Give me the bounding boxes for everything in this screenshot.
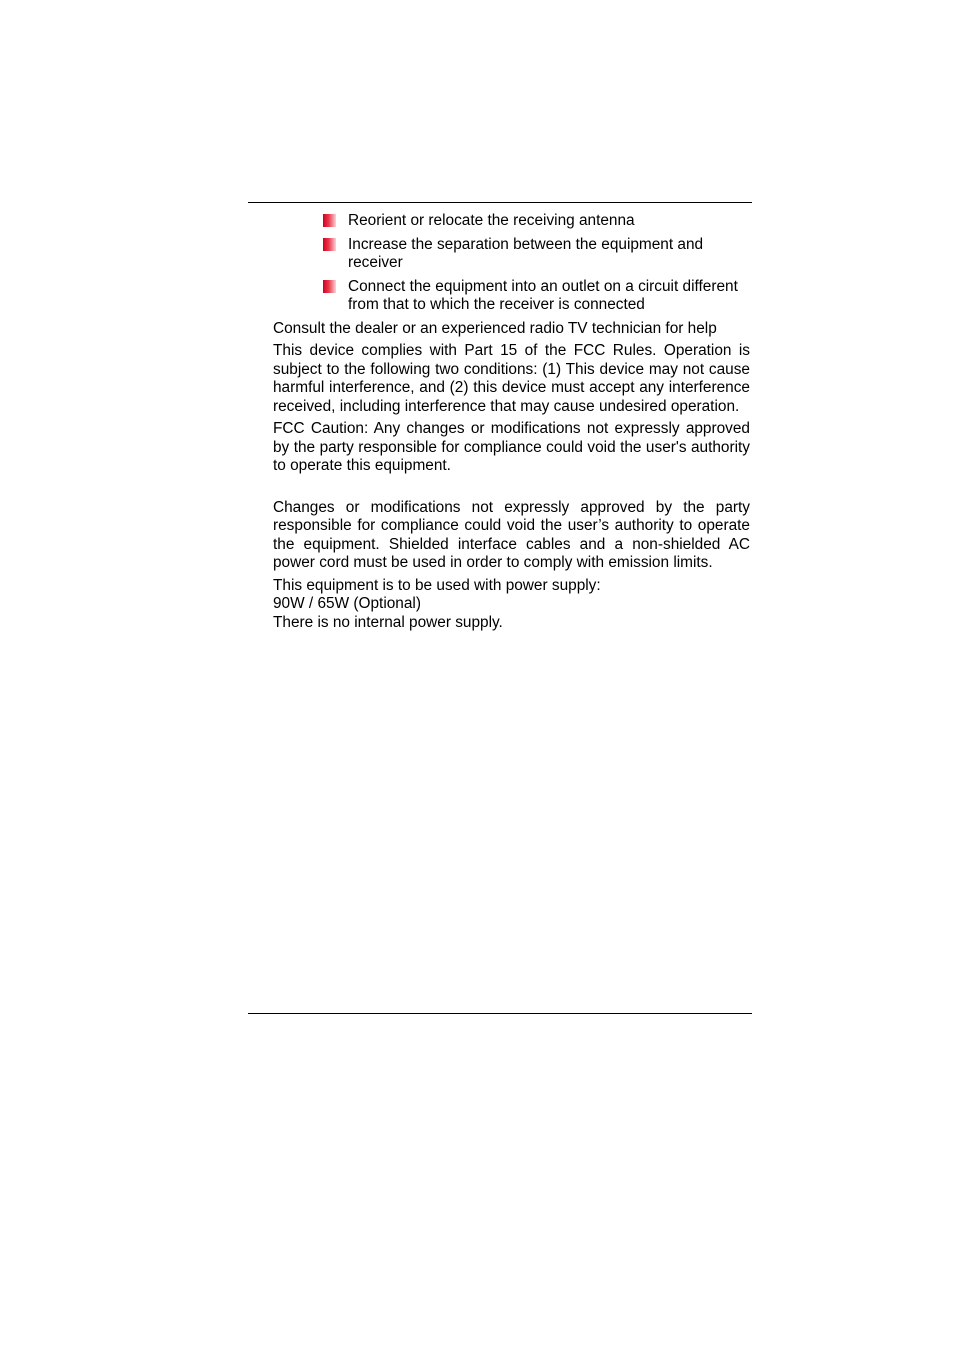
header-rule xyxy=(248,202,752,203)
list-item xyxy=(273,278,750,315)
caution-paragraph: FCC Caution: Any changes or modifications not expressly approved by the party responsible for compliance could void the user's authority to operate this equipment. xyxy=(273,420,750,474)
internal-supply-line: There is no internal power supply. xyxy=(273,613,503,631)
list-item-text: Reorient or relocate the receiving antenna xyxy=(348,212,635,229)
red-square-bullet-icon xyxy=(323,214,336,227)
remedy-list xyxy=(273,212,750,315)
footer-rule xyxy=(248,1013,752,1014)
list-item-text: Connect the equipment into an outlet on a circuit different from that to which the receiver is connected xyxy=(348,277,738,313)
section-gap xyxy=(273,480,750,499)
changes-paragraph: Changes or modifications not expressly approved by the party responsible for compliance could void the user’s authority to operate the equipment. Shielded interface cables and a non-shielded AC power cord must be used in order to comply with emission limits. xyxy=(273,498,750,571)
document-body xyxy=(273,212,750,636)
red-square-bullet-icon xyxy=(323,238,336,251)
power-supply-line: This equipment is to be used with power supply: xyxy=(273,576,601,594)
compliance-paragraph: This device complies with Part 15 of the FCC Rules. Operation is subject to the following two conditions: (1) This device may not cause harmful interference, and (2) this device must accept any interference received, including interference that may cause undesired operation. xyxy=(273,342,750,415)
list-item xyxy=(273,236,750,273)
consult-paragraph: Consult the dealer or an experienced radio TV technician for help xyxy=(273,319,717,337)
power-supply-paragraph xyxy=(273,577,750,633)
list-item-text: Increase the separation between the equipment and receiver xyxy=(348,235,704,271)
list-item xyxy=(273,212,750,231)
red-square-bullet-icon xyxy=(323,280,336,293)
power-rating-line: 90W / 65W (Optional) xyxy=(273,595,421,612)
